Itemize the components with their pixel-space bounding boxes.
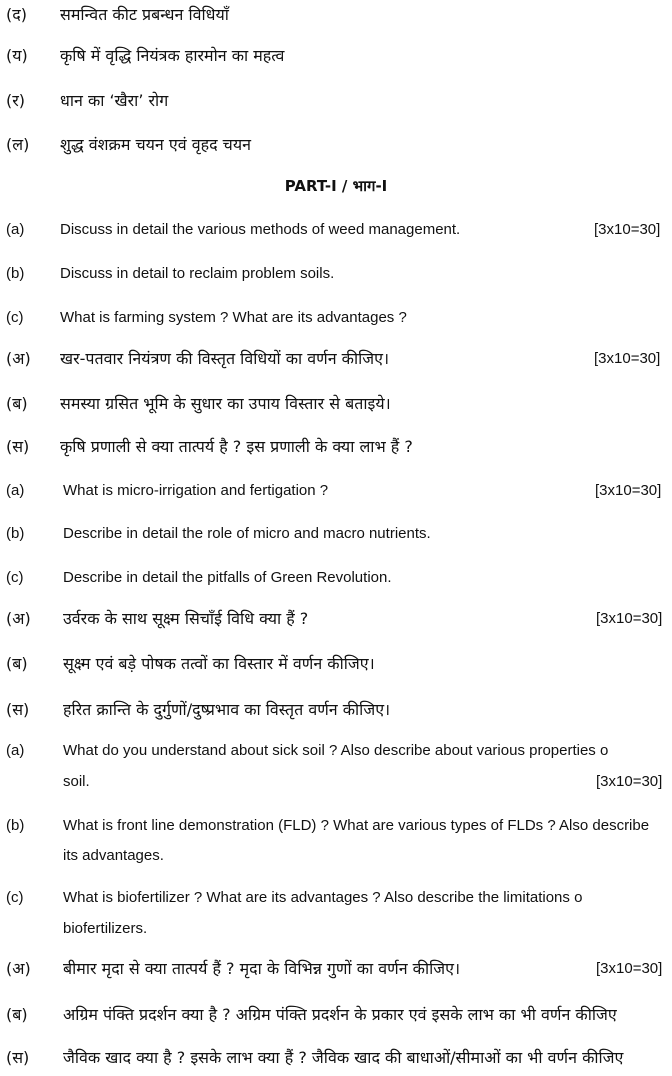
question-label: (अ): [6, 959, 31, 978]
question-label: (a): [6, 482, 25, 499]
question-text: समस्या ग्रसित भूमि के सुधार का उपाय विस्तार से बताइये।: [60, 394, 391, 413]
question-label: (स): [6, 700, 30, 719]
question-text: उर्वरक के साथ सूक्ष्म सिचाँई विधि क्या हैं ?: [63, 609, 309, 628]
question-text: कृषि प्रणाली से क्या तात्पर्य है ? इस प्रणाली के क्या लाभ हैं ?: [60, 437, 413, 456]
question-text: What is farming system ? What are its advantages ?: [60, 309, 407, 326]
question-text: biofertilizers.: [63, 920, 148, 937]
marks-label: [3x10=30]: [596, 960, 663, 977]
item-text: धान का ‘खैरा’ रोग: [60, 91, 169, 110]
question-text: soil.: [63, 773, 90, 790]
item-label: (र): [6, 91, 26, 110]
item-text: कृषि में वृद्धि नियंत्रक हारमोन का महत्व: [60, 46, 285, 65]
question-text: its advantages.: [63, 847, 164, 864]
question-text: What is biofertilizer ? What are its advantages ? Also describe the limitations o: [63, 889, 583, 906]
marks-label: [3x10=30]: [596, 610, 663, 627]
question-label: (a): [6, 742, 25, 759]
question-label: (b): [6, 265, 25, 282]
marks-label: [3x10=30]: [594, 350, 661, 367]
question-label: (ब): [6, 394, 28, 413]
question-text: What is micro-irrigation and fertigation ?: [63, 482, 329, 499]
question-label: (c): [6, 309, 24, 326]
marks-label: [3x10=30]: [595, 482, 662, 499]
question-text: अग्रिम पंक्ति प्रदर्शन क्या है ? अग्रिम पंक्ति प्रदर्शन के प्रकार एवं इसके लाभ का भी वर्णन कीजिए: [63, 1005, 617, 1024]
question-text: What do you understand about sick soil ? Also describe about various properties o: [63, 742, 609, 759]
question-label: (ब): [6, 654, 28, 673]
question-label: (b): [6, 817, 25, 834]
item-text: शुद्ध वंशक्रम चयन एवं वृहद चयन: [60, 135, 251, 154]
part-heading: PART-I / भाग-I: [284, 177, 388, 195]
question-label: (c): [6, 889, 24, 906]
item-label: (द): [6, 5, 27, 24]
question-text: हरित क्रान्ति के दुर्गुणों/दुष्प्रभाव का विस्तृत वर्णन कीजिए।: [63, 700, 391, 719]
question-label: (अ): [6, 349, 31, 368]
item-label: (ल): [6, 135, 30, 154]
question-text: Describe in detail the pitfalls of Green Revolution.: [63, 569, 392, 586]
question-label: (स): [6, 1048, 30, 1067]
question-text: खर-पतवार नियंत्रण की विस्तृत विधियों का वर्णन कीजिए।: [60, 349, 390, 368]
marks-label: [3x10=30]: [596, 773, 663, 790]
item-label: (य): [6, 46, 28, 65]
question-text: Describe in detail the role of micro and macro nutrients.: [63, 525, 431, 542]
question-text: Discuss in detail the various methods of weed management.: [60, 221, 461, 238]
question-label: (अ): [6, 609, 31, 628]
question-label: (a): [6, 221, 25, 238]
marks-label: [3x10=30]: [594, 221, 661, 238]
question-label: (b): [6, 525, 25, 542]
question-text: जैविक खाद क्या है ? इसके लाभ क्या हैं ? जैविक खाद की बाधाओं/सीमाओं का भी वर्णन कीजिए: [63, 1048, 624, 1067]
question-text: सूक्ष्म एवं बड़े पोषक तत्वों का विस्तार में वर्णन कीजिए।: [63, 654, 375, 673]
question-label: (स): [6, 437, 30, 456]
item-text: समन्वित कीट प्रबन्धन विधियाँ: [60, 5, 229, 24]
question-label: (ब): [6, 1005, 28, 1024]
question-text: Discuss in detail to reclaim problem soils.: [60, 265, 335, 282]
question-label: (c): [6, 569, 24, 586]
question-text: बीमार मृदा से क्या तात्पर्य हैं ? मृदा के विभिन्न गुणों का वर्णन कीजिए।: [63, 959, 461, 978]
question-text: What is front line demonstration (FLD) ? What are various types of FLDs ? Also describe: [63, 817, 650, 834]
